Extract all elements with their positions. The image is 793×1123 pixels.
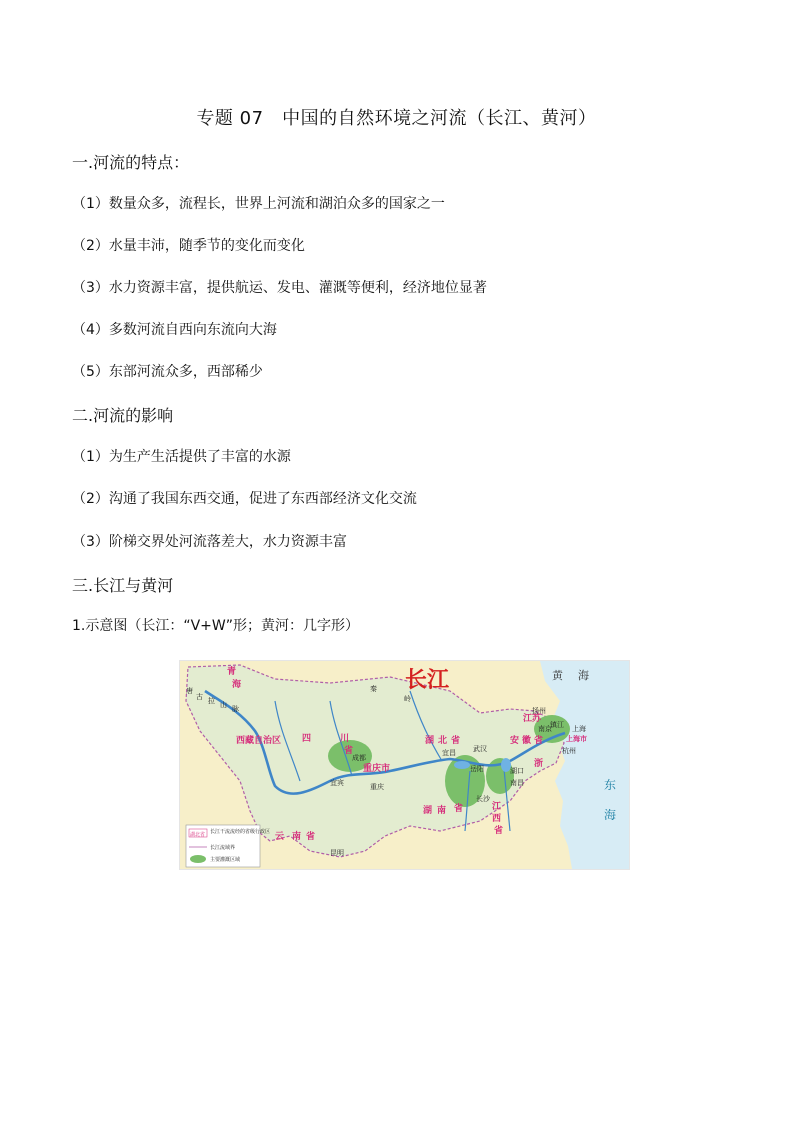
yangtze-map: [179, 660, 630, 870]
feature-item-2: （2）水量丰沛，随季节的变化而变化: [72, 238, 305, 254]
prov-label: 青: [227, 667, 237, 677]
city-label: 湖口: [510, 767, 524, 775]
city-label: 扬州: [532, 707, 546, 715]
city-label: 岳阳: [470, 765, 484, 773]
feature-item-4: （4）多数河流自西向东流向大海: [72, 322, 277, 338]
influence-item-1: （1）为生产生活提供了丰富的水源: [72, 449, 291, 465]
city-label: 岭: [404, 695, 411, 703]
city-label: 南京: [538, 725, 552, 733]
prov-label: 北: [438, 736, 448, 746]
map-legend: [186, 825, 270, 867]
city-label: 杭州: [562, 747, 576, 755]
prov-label: 省: [454, 804, 464, 814]
prov-label: 海: [232, 680, 242, 690]
influence-item-2: （2）沟通了我国东西交通，促进了东西部经济文化交流: [72, 491, 417, 507]
prov-label: 川: [340, 734, 350, 744]
city-label: 南昌: [510, 779, 524, 787]
city-label: 古: [196, 693, 203, 701]
prov-label: 四: [302, 734, 312, 744]
section-heading-rivers: 三.长江与黄河: [72, 576, 174, 595]
city-label: 宜昌: [442, 749, 456, 757]
prov-label: 徽: [522, 736, 532, 746]
sea-donghai-2: 海: [604, 808, 617, 822]
map-title: 长江: [405, 668, 450, 693]
sea-huanghai-2: 海: [578, 669, 589, 682]
prov-label: 省: [451, 736, 461, 746]
legend-irrigation-desc: 主要灌溉区域: [210, 857, 241, 863]
section-heading-features: 一.河流的特点：: [72, 153, 190, 172]
page-title: 专题 07 中国的自然环境之河流（长江、黄河）: [196, 108, 597, 129]
prov-label: 上海市: [566, 735, 587, 743]
city-label: 成都: [352, 754, 366, 762]
prov-label: 西: [492, 814, 502, 824]
legend-irrigation-swatch: [190, 855, 206, 863]
city-label: 宜宾: [330, 779, 344, 787]
prov-label: 重庆市: [363, 764, 391, 774]
prov-label: 湖: [425, 736, 435, 746]
section-heading-influence: 二.河流的影响: [72, 406, 174, 425]
prov-label: 湖: [423, 806, 433, 816]
city-label: 山: [220, 701, 227, 709]
prov-label: 省: [306, 832, 316, 842]
feature-item-3: （3）水力资源丰富，提供航运、发电、灌溉等便利，经济地位显著: [72, 280, 487, 296]
prov-label: 浙: [534, 759, 544, 769]
city-label: 唐: [186, 687, 193, 695]
city-label: 上海: [572, 725, 586, 733]
prov-label: 省: [534, 736, 544, 746]
prov-label: 省: [344, 746, 354, 756]
legend-boundary-desc: 长江流域界: [210, 845, 236, 851]
prov-label: 省: [494, 826, 504, 836]
legend-province-desc: 长江干流流经的省级行政区: [210, 829, 271, 835]
influence-item-3: （3）阶梯交界处河流落差大，水力资源丰富: [72, 534, 347, 550]
city-label: 长沙: [476, 795, 490, 803]
city-label: 武汉: [473, 745, 487, 753]
city-label: 秦: [370, 685, 377, 693]
sea-donghai-1: 东: [604, 778, 617, 792]
city-label: 脉: [232, 705, 239, 713]
prov-label: 安: [510, 736, 520, 746]
prov-label: 云: [275, 832, 285, 842]
feature-item-1: （1）数量众多，流程长，世界上河流和湖泊众多的国家之一: [72, 196, 445, 212]
feature-item-5: （5）东部河流众多，西部稀少: [72, 364, 263, 380]
city-label: 昆明: [330, 849, 344, 857]
city-label: 镇江: [550, 721, 564, 729]
prov-label: 江苏: [523, 714, 542, 724]
diagram-caption: 1.示意图（长江：“V+W”形；黄河：几字形）: [72, 618, 360, 634]
city-label: 拉: [208, 697, 215, 705]
city-label: 重庆: [370, 783, 384, 791]
prov-label: 江: [492, 802, 502, 812]
legend-province-sample: 湖北省: [190, 832, 206, 838]
prov-label: 西藏自治区: [236, 736, 282, 746]
prov-label: 南: [437, 806, 447, 816]
dongting-lake: [454, 761, 470, 769]
prov-label: 南: [292, 832, 302, 842]
sea-huanghai-1: 黄: [552, 669, 563, 682]
